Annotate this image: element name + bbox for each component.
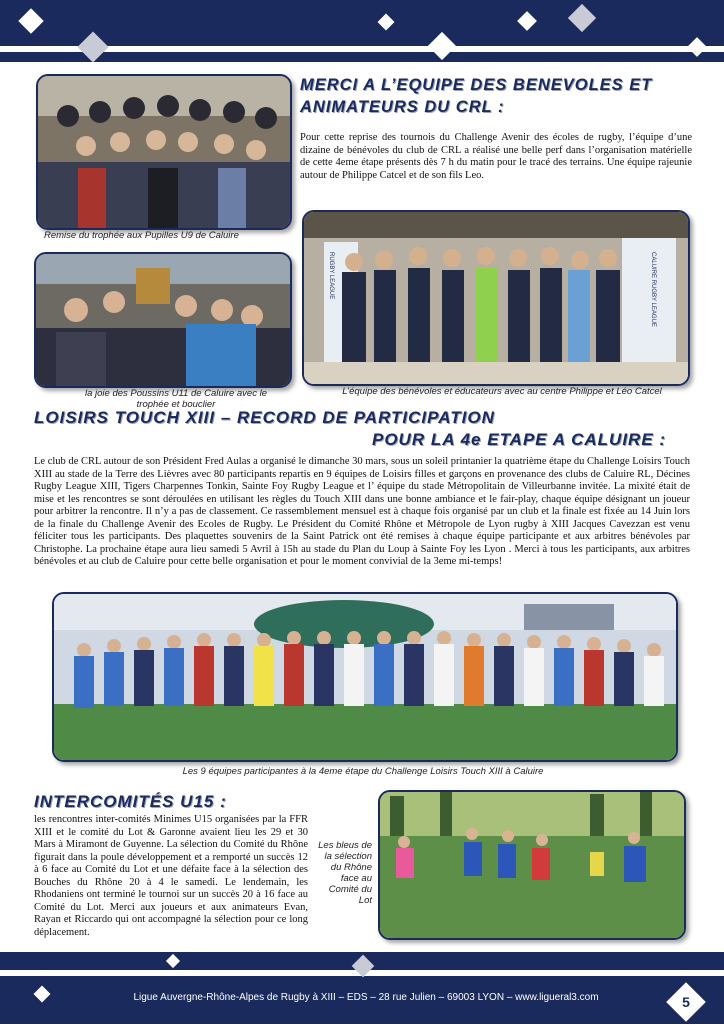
section3-paragraph: les rencontres inter-comités Minimes U15 organisées par la FFR XIII et le comité du Lot & Garonne avaient lieu les 29 et 30 Mars à Miramont de Guyenne. La sélection du Comité du Rhône figurait dans la poule développement et a remporté un succès 12 à 6 face au Comité du Lot et une défaite face à la sélection des Bouches du Rhône 20 à 4 le samedi. Le lendemain, les Rhodaniens ont terminé le tournoi sur un succès 20 à 16 face au Comité du Lot. Merci aux joueurs et aux animateurs Evan, Rayan et Riccardo qui ont accompagné la sélection pour ce long déplacement.: [34, 814, 308, 938]
header-band-secondary: [0, 52, 724, 62]
section1-title-line2: ANIMATEURS DU CRL :: [300, 98, 505, 116]
caption-photo-5: Les bleus de la sélection du Rhône face au Comité du Lot: [318, 840, 372, 906]
section1-paragraph: Pour cette reprise des tournois du Challenge Avenir des écoles de rugby, l’équipe d’une dizaine de bénévoles du club de CRL a réalisé une belle perf dans l’organisation matérielle de cette 4eme étape présents dès 7 h du matin pour le tracé des terrains. Une équipe rajeunie autour de Philippe Catcel et de son fils Leo.: [300, 132, 692, 181]
banner-rugby-league-left: RUGBY LEAGUE: [328, 252, 334, 300]
caption-photo-3: L’équipe des bénévoles et éducateurs avec au centre Philippe et Léo Catcel: [342, 386, 662, 397]
page-number: 5: [682, 994, 690, 1010]
footer-address: Ligue Auvergne-Rhône-Alpes de Rugby à XIII – EDS – 28 rue Julien – 69003 LYON – www.ligueral3.com: [133, 992, 599, 1003]
photo-kids-illustration: [36, 254, 290, 386]
section2-title-line1: LOISIRS TOUCH XIII – RECORD DE PARTICIPATION: [34, 408, 495, 427]
photo-volunteers-illustration: [304, 212, 688, 384]
section3-title: INTERCOMITÉS U15 :: [34, 792, 227, 811]
photo-crowd-illustration: [38, 76, 290, 228]
section1-title-line1: MERCI A L’EQUIPE DES BENEVOLES ET: [300, 76, 653, 94]
header-band: [0, 0, 724, 46]
photo-volunteers-team: [302, 210, 690, 386]
photo-poussins-u11-trophy: [34, 252, 292, 388]
section2-paragraph: Le club de CRL autour de son Président Fred Aulas a organisé le dimanche 30 mars, sous un soleil printanier la quatrième étape du Challenge Loisirs Touch XIII au stade de la Terre des Lièvres avec 80 participants repartis en 9 équipes de Loisirs filles et garçons en provenance des clubs de Caluire RL, Décines Rugby League XIII, Tigers Charpennes Tonkin, Sainte Foy Rugby League et l’ équipe du stade Métropolitain de Villeurbanne invitée. La mixité était de mise et les rencontres se sont déroulées en utilisant les règles du Touch XIII dans une bonne ambiance et le fair-play, chaque équipe désignant un joueur pour arbitrer la rencontre. Il n’y a pas de classement. Ce rassemblement mensuel est à chaque fois organisé par un club et la finale est fixée au 14 Juin lors de la finale du Challenge Avenir des Ecoles de Rugby. Le Président du Comité Rhône et Métropole de Lyon rugby à XIII Jacques Cavezzan est venu féliciter tous les participants. Des plaquettes souvenirs de la Saint Patrick ont été remises à chaque équipe participante et aux arbitres bénévoles par Christophe. La prochaine étape aura lieu samedi 5 Avril à 15h au stade du Plan du Loup à Sainte Foy les Lyon . Merci à tous les participants, aux arbitres bénévoles et au club de Caluire pour cette belle organisation et pour le moment convivial de la 3eme mi-temps!: [34, 456, 690, 567]
caption-photo-1: Remise du trophée aux Pupilles U9 de Caluire: [44, 230, 239, 241]
section2-title-line2: POUR LA 4e ETAPE A CALUIRE :: [372, 430, 667, 449]
page-number-badge: [666, 982, 706, 1022]
caption-photo-2: la joie des Poussins U11 de Caluire avec le trophée et bouclier: [84, 388, 267, 410]
photo-nine-teams-group: [52, 592, 678, 762]
caption-photo-4: Les 9 équipes participantes à la 4eme étape du Challenge Loisirs Touch XIII à Caluire: [182, 766, 544, 777]
banner-caluire-rugby-league: CALUIRE RUGBY LEAGUE: [650, 252, 656, 327]
photo-u15-match: [378, 790, 686, 940]
photo-teams-illustration: [54, 594, 676, 760]
photo-pupilles-u9-trophy: [36, 74, 292, 230]
photo-match-illustration: [380, 792, 684, 938]
